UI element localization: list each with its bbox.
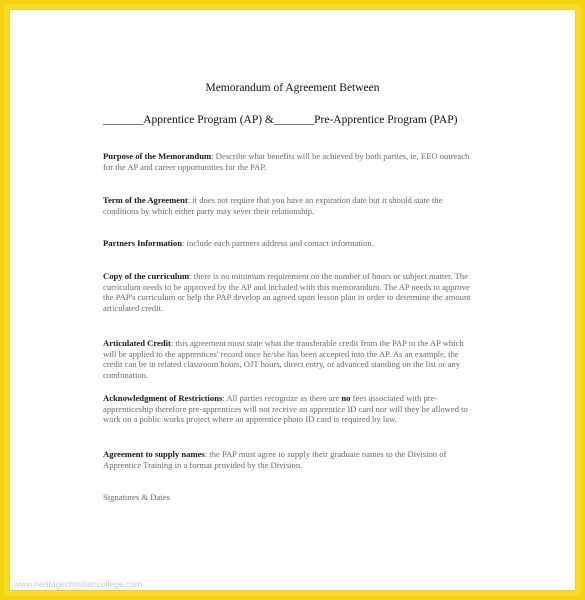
- section-text: : include each partners address and contact information.: [182, 238, 374, 248]
- section-text: : the PAP must agree to supply their graduate names to the Division of Apprentice Training in a format provided by the Division.: [103, 449, 447, 470]
- document-title: Memorandum of Agreement Between: [205, 82, 380, 94]
- section-text: : it does not require that you have an expiration date but it should state the conditions by which either party may sever their relationship.: [103, 195, 443, 216]
- watermark-text: www.heritagechristiancollege.com: [14, 579, 143, 589]
- document-subtitle: _______Apprentice Program (AP) &_______Pre-Apprentice Program (PAP): [103, 114, 458, 126]
- emphasis-no: no: [341, 393, 351, 403]
- section-term: [103, 195, 479, 216]
- section-articulated-credit: [103, 338, 479, 380]
- section-supply-names: [103, 449, 479, 470]
- section-heading: Purpose of the Memorandum: [103, 151, 212, 161]
- section-curriculum: [103, 271, 479, 313]
- section-heading: Term of the Agreement: [103, 195, 188, 205]
- section-text: : this agreement must state what the transferable credit from the PAP to the AP which will be applied to the apprentices' record once he/she has been accepted into the AP. As an example, the credit can be in related classroom hours, OJT hours, direct entry, or advanced standing on the list or any combination.: [103, 338, 464, 380]
- section-heading: Copy of the curriculum: [103, 271, 190, 281]
- section-text: fees associated with pre-apprenticeship therefore pre-apprentices will not receive an apprentice ID card nor will they be allowed to work on a public works project where an apprentice photo ID card is required by law.: [103, 393, 468, 425]
- section-heading: Acknowledgment of Restrictions: [103, 393, 223, 403]
- section-heading: Articulated Credit: [103, 338, 171, 348]
- section-heading: Agreement to supply names: [103, 449, 205, 459]
- section-restrictions: [103, 393, 479, 425]
- section-text: : Describe what benefits will be achieved by both parties, ie, EEO outreach for the AP and career opportunities for the PAP.: [103, 151, 470, 172]
- section-purpose: [103, 151, 479, 172]
- section-text: : All parties recognize as there are: [222, 393, 342, 403]
- section-text: : there is no minimum requirement on the number of hours or subject matter. The curriculum needs to be approved by the AP and included with this memorandum. The AP needs to approve the PAP's curriculum or help the PAP develop an agreed upon lesson plan in order to determine the amount articulated credit.: [103, 271, 471, 313]
- section-partners: [103, 238, 479, 249]
- signatures-line: Signatures & Dates: [103, 492, 170, 502]
- section-heading: Partners Information: [103, 238, 183, 248]
